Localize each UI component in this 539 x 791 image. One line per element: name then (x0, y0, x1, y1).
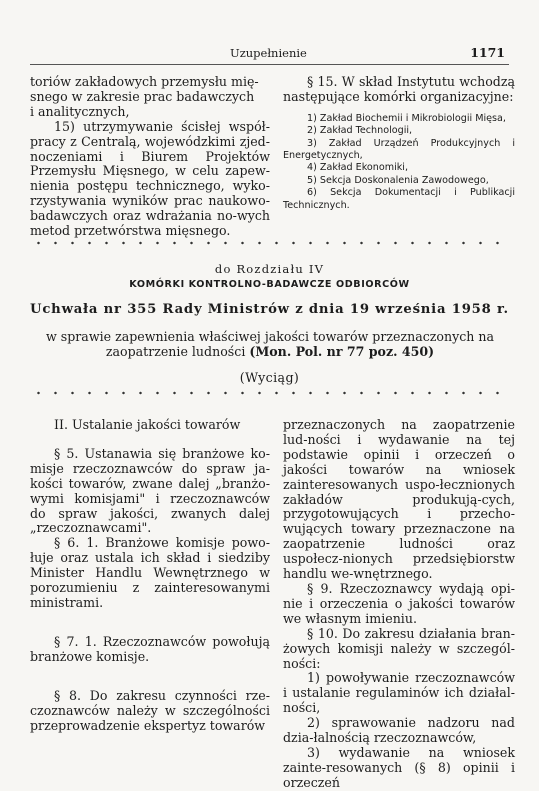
extract-label: (Wyciąg) (239, 370, 300, 385)
resolution-subject-lead: w sprawie zapewnienia właściwej jakości towarów przeznaczonych na zaopatrzenie ludności (45, 329, 495, 359)
unit-item: 6) Sekcja Dokumentacji i Publikacji Technicznych. (283, 187, 515, 211)
text-line: snego w zakresie prac badawczych (30, 88, 255, 104)
running-title: Uzupełnienie (230, 46, 307, 60)
paragraph-7-1: § 7. 1. Rzeczoznawców powołują branżowe komisje. (30, 633, 270, 664)
text-line: i analitycznych, (30, 103, 130, 119)
top-right-column (283, 75, 515, 212)
page-header (30, 46, 509, 62)
header-rule (30, 64, 509, 65)
top-left-column (30, 75, 270, 239)
dotted-separator (30, 241, 509, 245)
chapter-title: do Rozdziału IV (214, 262, 325, 276)
unit-item: 2) Zakład Technologii, (307, 125, 413, 137)
list-item: 3) wydawanie na wniosek zainte-resowanych (§ 8) opinii i orzeczeń (283, 744, 515, 790)
bottom-left-column (30, 418, 270, 733)
paragraph-6-1: § 6. 1. Branżowe komisje powo-łuje oraz ustala ich skład i siedziby Minister Handlu Wewnętrznego w porozumieniu z zainteresowanymi ministrami. (30, 535, 270, 610)
resolution-subject (40, 329, 500, 359)
unit-item: 5) Sekcja Doskonalenia Zawodowego, (307, 174, 489, 186)
list-item: 1) powoływanie rzeczoznawców i ustalanie regulaminów ich działal-ności, (283, 670, 515, 716)
resolution-title: Uchwała nr 355 Rady Ministrów z dnia 19 września 1958 r. (30, 302, 509, 317)
unit-item: 3) Zakład Urządzeń Produkcyjnych i Energetycznych, (283, 137, 515, 162)
unit-list (283, 113, 515, 212)
bottom-right-column (283, 418, 515, 791)
item-15: 15) utrzymywanie ścisłej współ-pracy z Centralą, wojewódzkimi zjed-noczeniami i Biurem Projektów Przemysłu Mięsnego, w celu zapew-nienia postępu technicznego, wyko-rzystywania wyników prac naukowo-badawczych oraz wdrażania no-wych metod przetwórstwa mięsnego. (30, 118, 270, 239)
paragraph-8-continued: przeznaczonych na zaopatrzenie lud-ności i wydawanie na tej podstawie opinii i orzeczeń o jakości towarów na wniosek zainteresowanych uspo-łecznionych zakładów produkują-cych, przygotowujących i przecho-wujących towary przeznaczone na zaopatrzenie ludności oraz uspołecz-nionych przedsiębiorstw handlu we-wnętrznego. (283, 417, 515, 582)
dotted-separator (30, 391, 509, 395)
paragraph-8: § 8. Do zakresu czynności rze-czoznawców należy w szczególności przeprowadzenie ekspertyz towarów (30, 687, 270, 733)
paragraph-5: § 5. Ustanawia się branżowe ko-misje rzeczoznawców do spraw ja-kości towarów, zwane dalej „branżo-wymi komisjami" i rzeczoznawców do spraw jakości, zwanych dalej „rzeczoznawcami". (30, 445, 270, 536)
text-line: toriów zakładowych przemysłu mię- (30, 74, 259, 89)
chapter-subtitle: KOMÓRKI KONTROLNO-BADAWCZE ODBIORCÓW (129, 279, 410, 290)
page-number: 1171 (470, 45, 505, 60)
unit-item: 1) Zakład Biochemii i Mikrobiologii Mięsa, (307, 112, 506, 124)
paragraph-10: § 10. Do zakresu działania bran-żowych komisji należy w szczegól-ności: (283, 625, 515, 671)
resolution-reference: (Mon. Pol. nr 77 poz. 450) (249, 344, 435, 359)
section-heading: II. Ustalanie jakości towarów (54, 417, 241, 432)
list-item: 2) sprawowanie nadzoru nad dzia-łalnością rzeczoznawców, (283, 715, 515, 746)
unit-item: 4) Zakład Ekonomiki, (307, 162, 409, 174)
paragraph-9: § 9. Rzeczoznawcy wydają opi-nie i orzeczenia o jakości towarów we własnym imieniu. (283, 580, 515, 626)
paragraph-15: § 15. W skład Instytutu wchodzą następujące komórki organizacyjne: (283, 74, 515, 104)
